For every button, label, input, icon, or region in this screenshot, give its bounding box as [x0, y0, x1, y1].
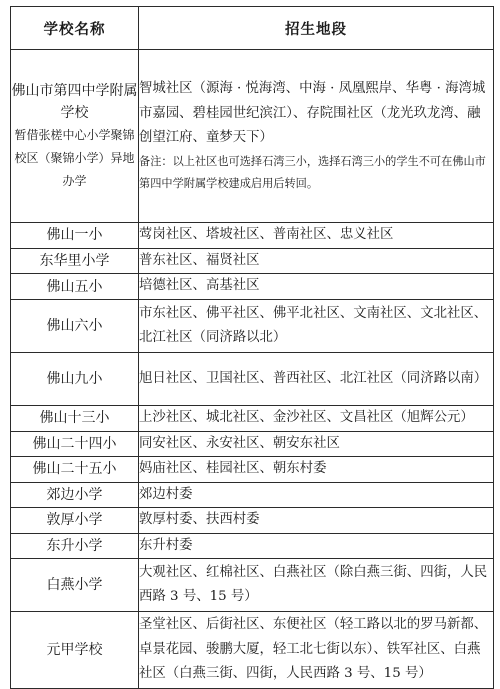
enrollment-zone-table — [10, 6, 494, 689]
table-row — [11, 300, 494, 353]
school-name: 佛山五小 — [11, 274, 139, 300]
table-row — [11, 223, 494, 249]
enrollment-area: 郊边村委 — [139, 482, 494, 508]
school-name: 佛山二十五小 — [11, 457, 139, 483]
table-row — [11, 431, 494, 457]
enrollment-area: 旭日社区、卫国社区、普西社区、北江社区（同济路以南） — [139, 353, 494, 406]
school-name: 佛山六小 — [11, 300, 139, 353]
enrollment-area: 妈庙社区、桂园社区、朝东村委 — [139, 457, 494, 483]
enrollment-area: 培德社区、高基社区 — [139, 274, 494, 300]
enrollment-area: 敦厚村委、扶西村委 — [139, 508, 494, 534]
enrollment-area: 普东社区、福贤社区 — [139, 248, 494, 274]
enrollment-note: 备注：以上社区也可选择石湾三小，选择石湾三小的学生不可在佛山市第四中学附属学校建成启用后转回。 — [139, 154, 486, 190]
school-name: 东升小学 — [11, 533, 139, 559]
enrollment-area-header: 招生地段 — [139, 7, 494, 50]
table-row — [11, 406, 494, 432]
table-row — [11, 248, 494, 274]
enrollment-area: 同安社区、永安社区、朝安东社区 — [139, 431, 494, 457]
table-row — [11, 274, 494, 300]
table-row — [11, 559, 494, 612]
enrollment-area: 圣堂社区、后街社区、东便社区（轻工路以北的罗马新都、卓景花园、骏鹏大厦，轻工北七街以东）、铁军社区、白燕社区（白燕三街、四街，人民西路 3 号、15 号） — [139, 612, 494, 689]
school-name: 佛山一小 — [11, 223, 139, 249]
table-row — [11, 457, 494, 483]
enrollment-area: 市东社区、佛平社区、佛平北社区、文南社区、文北社区、北江社区（同济路以北） — [139, 300, 494, 353]
school-name-header: 学校名称 — [11, 7, 139, 50]
school-name: 郊边小学 — [11, 482, 139, 508]
table-row — [11, 50, 494, 223]
table-row — [11, 353, 494, 406]
table-row — [11, 612, 494, 689]
enrollment-area: 智城社区（源海 · 悦海湾、中海 · 凤凰熙岸、华粤 · 海湾城市嘉园、碧桂园世纪滨江）、存院围社区（龙光玖龙湾、融创望江府、童梦天下） — [139, 81, 486, 146]
enrollment-area: 东升村委 — [139, 533, 494, 559]
table-row — [11, 508, 494, 534]
school-name: 佛山二十四小 — [11, 431, 139, 457]
school-name: 白燕小学 — [11, 559, 139, 612]
enrollment-area: 大观社区、红棉社区、白燕社区（除白燕三街、四街，人民西路 3 号、15 号） — [139, 559, 494, 612]
school-name: 东华里小学 — [11, 248, 139, 274]
school-name-cell — [11, 50, 139, 223]
school-name: 敦厚小学 — [11, 508, 139, 534]
school-name: 佛山九小 — [11, 353, 139, 406]
table-row — [11, 482, 494, 508]
school-name: 佛山十三小 — [11, 406, 139, 432]
school-name: 佛山市第四中学附属学校 — [11, 82, 138, 121]
enrollment-area: 莺岗社区、塔坡社区、普南社区、忠义社区 — [139, 223, 494, 249]
enrollment-area-cell — [139, 50, 494, 223]
school-temporary-campus-note: 暂借张槎中心小学聚锦校区（聚锦小学）异地办学 — [14, 127, 135, 188]
enrollment-area: 上沙社区、城北社区、金沙社区、文昌社区（旭辉公元） — [139, 406, 494, 432]
table-header-row — [11, 7, 494, 50]
school-name: 元甲学校 — [11, 612, 139, 689]
table-row — [11, 533, 494, 559]
